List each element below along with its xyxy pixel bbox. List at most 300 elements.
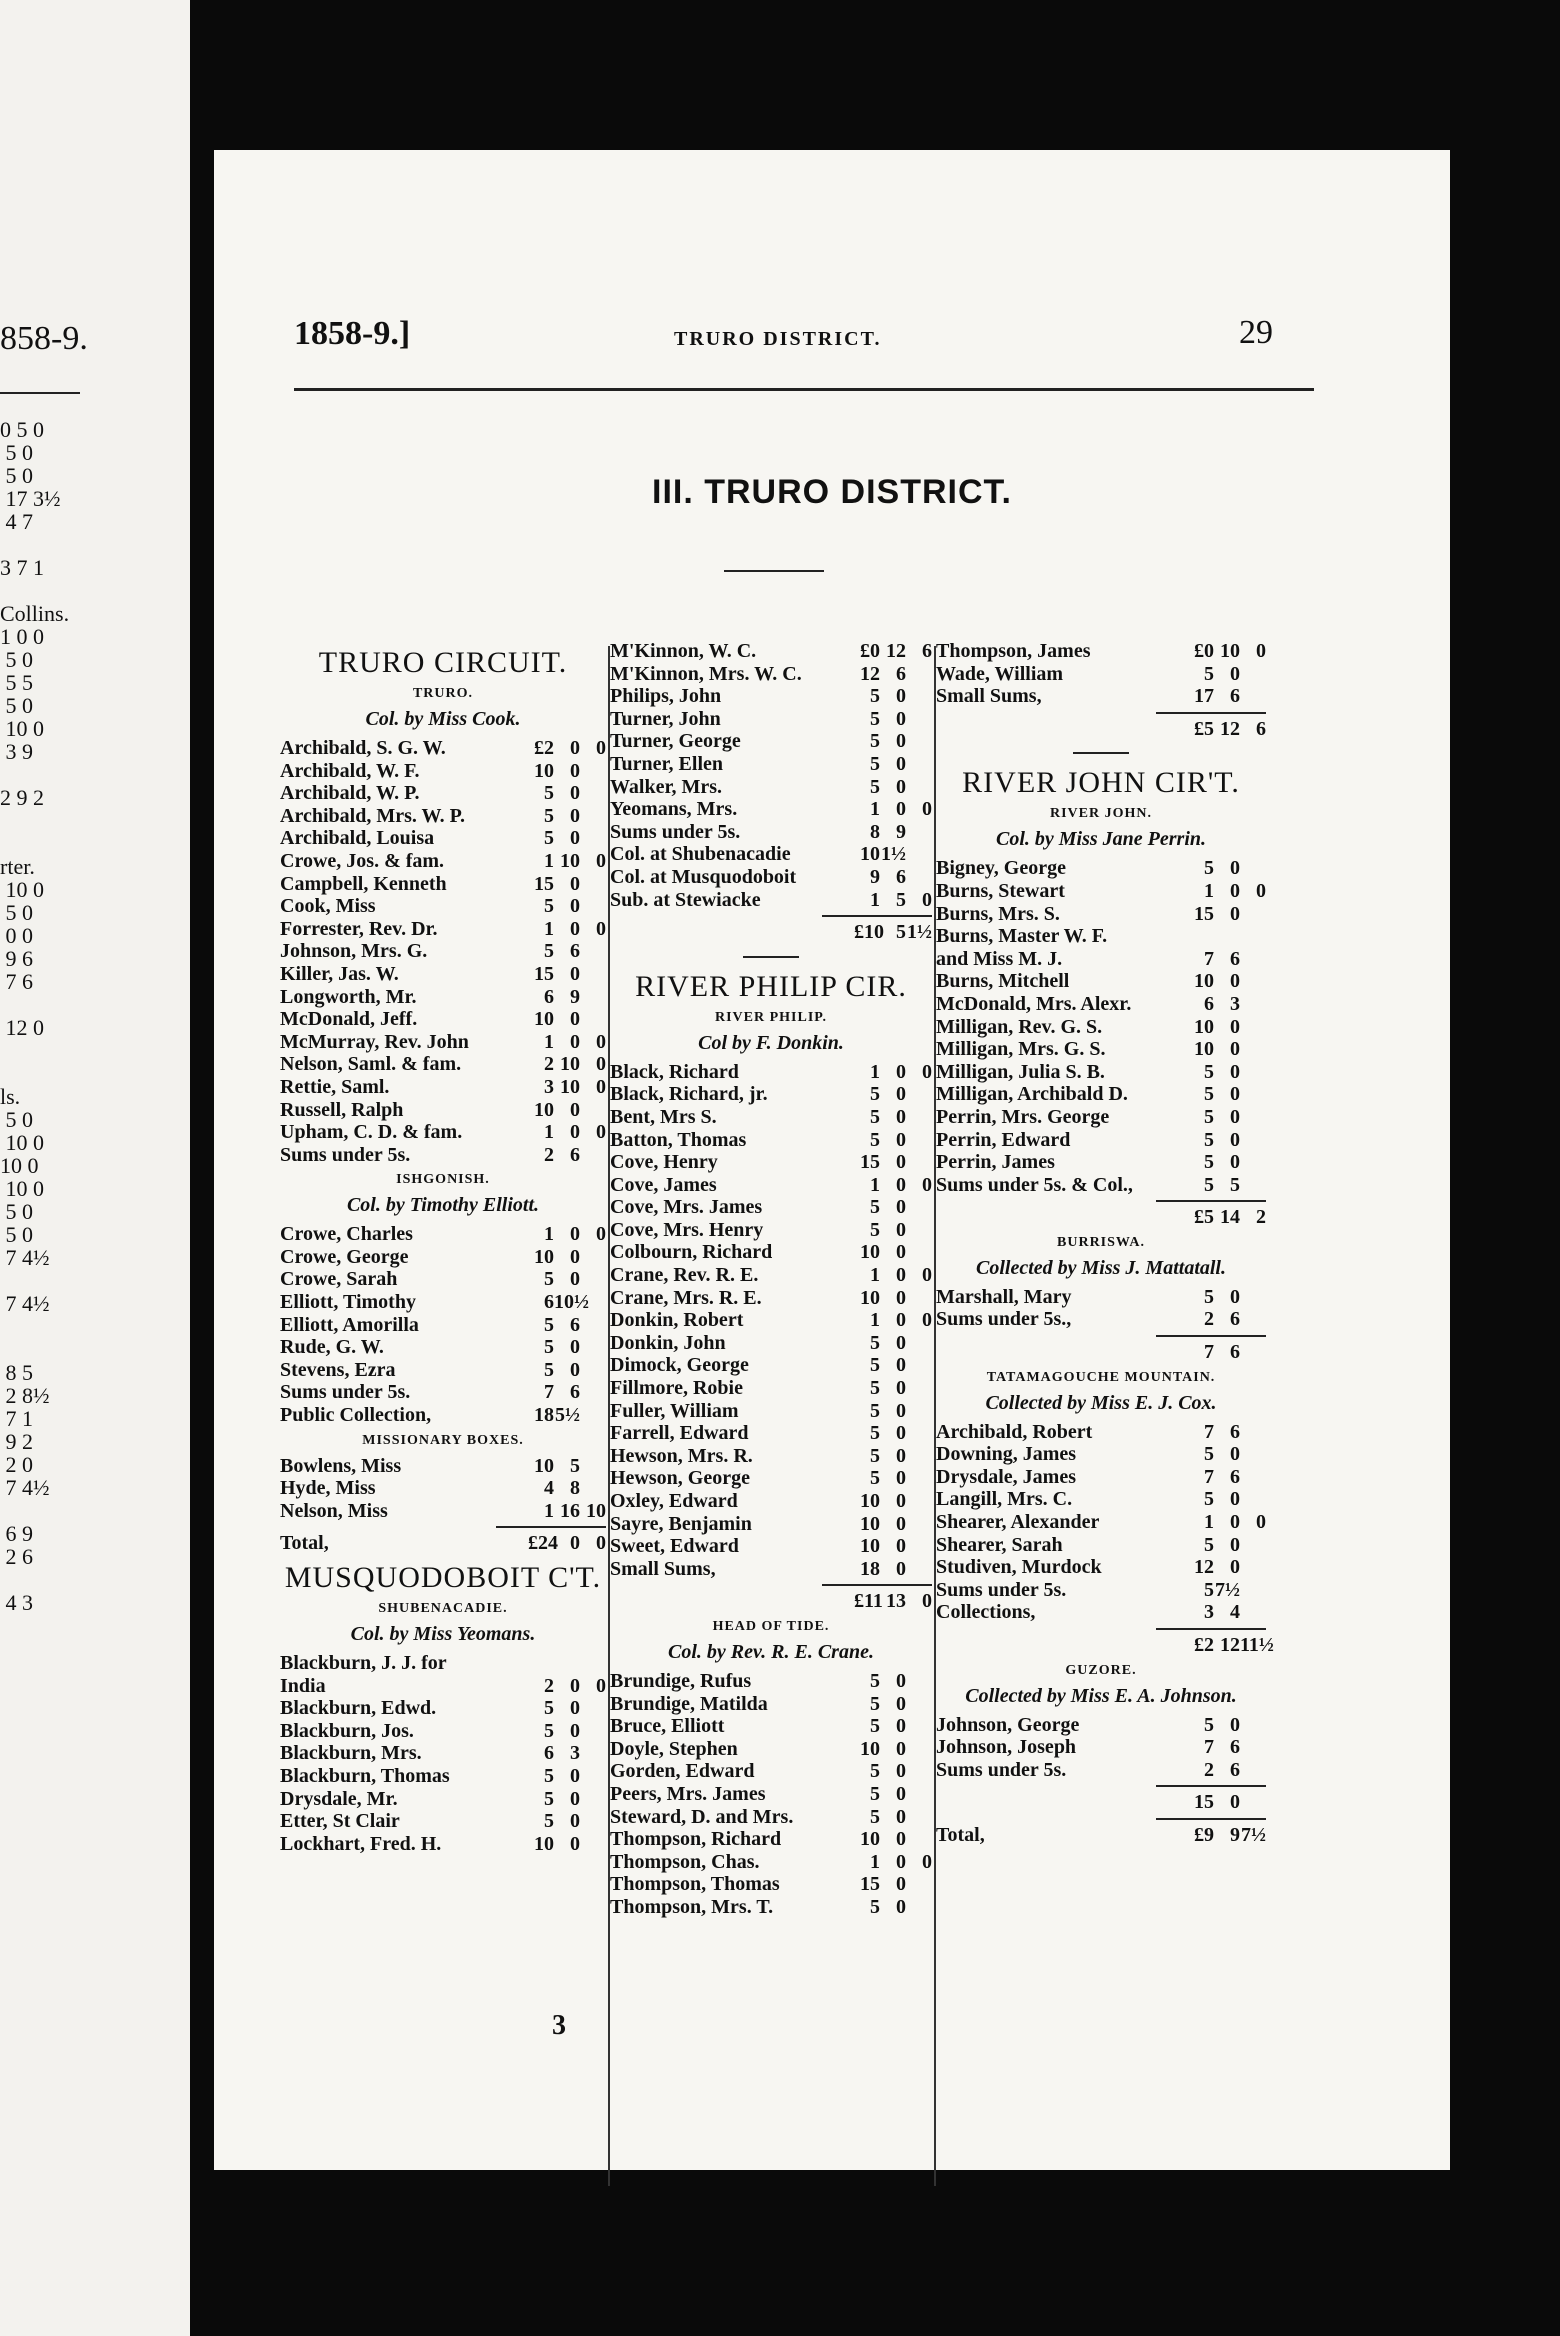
amount-shillings: 0 [896,1377,906,1400]
amount-pounds: 12 [860,662,880,685]
subscription-row [936,1791,1266,1814]
subscription-row [936,1556,1266,1579]
subscriber-name: Cook, Miss [280,895,376,918]
subscriber-name: Rettie, Saml. [280,1075,390,1098]
amount-pence: 0 [922,1060,932,1083]
amount-pence [580,827,606,850]
circuit-heading: RIVER JOHN CIR'T. [962,766,1240,800]
amount-pence [906,1760,932,1783]
amount-pence [1240,925,1266,948]
subscription-row [936,718,1266,741]
amount-pounds: 15 [534,962,554,985]
amount-shillings: 6 [1230,1308,1240,1331]
amount-pence [1240,1083,1266,1106]
subscription-row [610,1061,932,1084]
amount-pence [1240,1579,1266,1602]
subscriber-name: Cove, Mrs. James [610,1196,763,1219]
subscriber-name: Russell, Ralph [280,1098,404,1121]
amount-shillings: 0 [896,1128,906,1151]
subscriber-name: Etter, St Clair [280,1810,400,1833]
subscriber-name: Cove, Henry [610,1151,718,1174]
amount-pounds: 15 [534,872,554,895]
amount-pence [580,1810,606,1833]
amount-pence [580,1720,606,1743]
amount-pence [580,760,606,783]
amount-shillings: 0 [1230,879,1240,902]
subscriber-name: and Miss M. J. [936,947,1063,970]
amount-pounds: 15 [860,1151,880,1174]
station-heading: TATAMAGOUCHE MOUNTAIN. [986,1369,1216,1385]
subscription-row [610,1174,932,1197]
amount-pence [580,1833,606,1856]
amount-shillings: 0 [570,1810,580,1833]
subscriber-name: Sums under 5s. [936,1758,1067,1781]
amount-shillings: 0 [896,685,906,708]
amount-pounds: 10 [860,1286,880,1309]
amount-shillings: 0 [896,1737,906,1760]
subscriber-name: Sums under 5s. & Col., [936,1173,1133,1196]
amount-shillings: 6 [1230,685,1240,708]
amount-pence [906,1083,932,1106]
amount-pence [1240,1759,1266,1782]
amount-pounds: 5 [544,1358,554,1381]
amount-shillings: 0 [896,1895,906,1918]
amount-pounds: 5 [1204,1443,1214,1466]
amount-pence [906,730,932,753]
amount-pounds: 5 [870,707,880,730]
previous-page-line: 10 0 [0,716,44,741]
amount-shillings: 0 [1230,1285,1240,1308]
amount-pounds: 1 [544,1499,554,1522]
subscriber-name: Col. at Musquodoboit [610,865,797,888]
amount-pounds: 18 [860,1557,880,1580]
amount-pounds: 10 [860,1490,880,1512]
amount-pence [580,1144,606,1167]
amount-pence [580,1742,606,1765]
amount-pence [906,1467,932,1490]
previous-page-line: 2 9 2 [0,785,44,810]
subscriber-name: Elliott, Amorilla [280,1313,419,1336]
signature-mark: 3 [552,2010,566,2041]
subscriber-name: Dimock, George [610,1354,749,1377]
amount-pence [1240,685,1266,708]
amount-pounds: 6 [544,1291,554,1314]
previous-page-line: 5 5 [0,670,33,695]
amount-pounds: 5 [1204,857,1214,880]
amount-pence [906,1513,932,1536]
amount-shillings: 0 [570,1098,580,1121]
subscriber-name: Black, Richard [610,1060,739,1083]
amount-shillings: 0 [570,1008,580,1031]
subscriber-name: Milligan, Archibald D. [936,1083,1128,1106]
subscriber-name: Forrester, Rev. Dr. [280,917,438,940]
amount-pence: 1½ [907,921,932,944]
sum-rule [1156,1785,1266,1787]
previous-page-line: 2 6 [0,1544,33,1569]
amount-pence [906,1873,932,1896]
subscription-row [936,1206,1266,1229]
subscriber-name: Crowe, George [280,1245,409,1268]
station-heading: RIVER PHILIP. [714,1009,828,1025]
amount-pounds: 2 [544,1053,554,1076]
amount-pence: 0 [1256,1511,1266,1534]
amount-shillings: 0 [570,1336,580,1359]
amount-pence [580,1314,606,1337]
amount-pence [906,1151,932,1174]
subscription-row [936,640,1266,663]
previous-page-line: 10 0 [0,1176,44,1201]
amount-shillings: 0 [896,1535,906,1558]
sum-rule [1156,1818,1266,1820]
previous-page-line: 8 5 [0,1360,33,1385]
subscription-row [936,1824,1266,1847]
subscription-row [280,1076,606,1099]
amount-pence [906,1196,932,1219]
amount-shillings: 10 [560,1075,580,1098]
amount-shillings: 6 [570,1313,580,1336]
subscriber-name: Donkin, Robert [610,1309,744,1332]
sum-rule [1156,1335,1266,1337]
amount-pence [906,663,932,686]
amount-shillings: 5½ [555,1404,580,1427]
amount-pence [1240,1286,1266,1309]
amount-pence: 0 [596,1121,606,1144]
subscription-row [610,640,932,663]
previous-page-line: 4 7 [0,509,33,534]
station-heading: BURRISWA. [1057,1234,1145,1250]
station-heading: HEAD OF TIDE. [712,1618,830,1634]
subscriber-name: Brundige, Rufus [610,1669,752,1692]
amount-pounds: 5 [870,1760,880,1783]
subscriber-name: Crowe, Sarah [280,1268,398,1291]
amount-pounds: 5 [1204,1151,1214,1174]
amount-pence [1240,1308,1266,1331]
amount-pence: 0 [922,1173,932,1196]
subscription-row [610,1332,932,1355]
subscriber-name: Johnson, Joseph [936,1736,1077,1759]
amount-pence [1240,1443,1266,1466]
amount-pence [906,843,932,866]
previous-page-line: 12 0 [0,1015,44,1040]
amount-shillings: 16 [560,1499,580,1522]
amount-shillings: 0 [1230,1015,1240,1038]
subscription-row [610,1513,932,1536]
amount-shillings: 0 [896,1331,906,1354]
amount-pounds: 8 [870,820,880,843]
subscription-row [610,843,932,866]
amount-pence [1240,1736,1266,1759]
amount-pence [906,1558,932,1581]
subscription-row [610,1590,932,1613]
amount-pounds: 5 [870,775,880,798]
previous-page-line: 7 6 [0,969,33,994]
subscription-row [610,1400,932,1423]
subscriber-name [610,1590,854,1613]
previous-page-line: 1 0 0 [0,624,44,649]
subscriber-name: Sums under 5s. [936,1578,1067,1601]
amount-shillings: 6 [1230,947,1240,970]
district-rule [724,570,824,572]
subscription-row [280,1788,606,1811]
amount-shillings: 0 [896,775,906,798]
collector-line: Col. by Miss Jane Perrin. [995,828,1207,851]
subscription-row [936,1579,1266,1602]
amount-pence: 0 [922,1264,932,1287]
subscription-row [936,1488,1266,1511]
subscription-row [610,1783,932,1806]
amount-pounds: 1 [870,888,880,911]
amount-shillings: 0 [570,804,580,827]
amount-pence [580,940,606,963]
previous-page-line: 7 4½ [0,1475,50,1500]
previous-page-line: 7 4½ [0,1245,50,1270]
amount-pounds: £2 [1194,1634,1214,1656]
amount-shillings: 0 [896,730,906,753]
amount-shillings: 0 [896,1399,906,1422]
amount-pence [906,1129,932,1152]
subscription-row [280,1336,606,1359]
previous-page-line [0,1039,69,1062]
station-heading: SHUBENACADIE. [378,1601,508,1616]
subscriber-name: Downing, James [936,1443,1077,1466]
amount-pence [906,1806,932,1829]
subscriber-name: Crowe, Jos. & fam. [280,849,445,872]
previous-page-line: 9 2 [0,1429,33,1454]
subscriber-name: Nelson, Saml. & fam. [280,1053,462,1076]
amount-pounds: 1 [544,1223,554,1246]
amount-pounds: 6 [544,985,554,1008]
amount-pounds: 5 [544,1810,554,1833]
amount-pounds: 5 [1204,1578,1214,1601]
subscriber-name: Blackburn, J. J. for [280,1652,447,1674]
amount-pence [906,821,932,844]
amount-pounds: 10 [534,759,554,782]
subscription-row [936,1151,1266,1174]
amount-pounds: 12 [1194,1556,1214,1579]
subscription-row [936,1061,1266,1084]
subscription-row [280,1053,606,1076]
amount-pence [580,1336,606,1359]
subscription-row [936,948,1266,971]
subscriber-name: Upham, C. D. & fam. [280,1121,463,1144]
subscriber-name: Studiven, Murdock [936,1556,1102,1579]
subscription-row [936,857,1266,880]
subscription-row [280,1675,606,1698]
subscription-row [936,1286,1266,1309]
amount-pence [1240,1061,1266,1084]
subscriber-name: Perrin, Edward [936,1128,1071,1151]
amount-pounds: 10 [1194,970,1214,993]
amount-pounds: 1 [870,798,880,821]
previous-page-line: ls. [0,1084,21,1109]
amount-pounds: 3 [544,1075,554,1098]
previous-page-line: 5 0 [0,1107,33,1132]
previous-page-line: 10 0 [0,877,44,902]
amount-pounds: £9 [1194,1823,1214,1846]
subscriber-name: Hyde, Miss [280,1477,376,1500]
amount-shillings: 0 [570,1719,580,1742]
amount-pence: 0 [922,1590,932,1613]
subscriber-name: McDonald, Mrs. Alexr. [936,992,1132,1015]
amount-shillings: 6 [570,940,580,963]
subscriber-name: McMurray, Rev. John [280,1030,469,1053]
amount-shillings: 13 [886,1590,906,1613]
amount-pence [1240,993,1266,1016]
amount-pence [1240,1038,1266,1061]
collector-line: Collected by Miss J. Mattatall. [976,1256,1226,1279]
amount-pence: 0 [596,1223,606,1246]
amount-pence: 0 [596,1075,606,1098]
previous-page-line: 10 0 [0,1130,44,1155]
collector-line: Col by F. Donkin. [698,1031,844,1054]
subscription-row [936,1016,1266,1039]
amount-shillings: 0 [896,1309,906,1332]
previous-page-line: 0 5 0 [0,417,44,442]
previous-page-line [0,832,69,855]
amount-shillings: 0 [896,1512,906,1535]
subscription-row [280,805,606,828]
amount-pounds: 5 [870,1196,880,1219]
amount-pence: 0 [596,1532,606,1555]
subscription-row [280,940,606,963]
subscriber-name: Johnson, George [936,1713,1080,1736]
subscription-row [936,993,1266,1016]
amount-shillings: 5 [1230,1173,1240,1196]
amount-shillings: 3 [570,1742,580,1765]
amount-shillings: 0 [896,1715,906,1738]
amount-shillings: 0 [896,1760,906,1783]
amount-pence [580,873,606,896]
amount-pence [906,1693,932,1716]
amount-pounds: 1 [870,1264,880,1287]
amount-pounds: 15 [1194,902,1214,925]
subscription-row [610,730,932,753]
amount-shillings: 0 [570,1223,580,1246]
subscription-row [610,1083,932,1106]
amount-pounds: 5 [1204,1173,1214,1196]
subscriber-name: Crane, Mrs. R. E. [610,1286,762,1309]
amount-pence [580,1455,606,1478]
amount-shillings: 6 [570,1143,580,1166]
amount-pence [906,708,932,731]
subscription-row [280,1720,606,1743]
amount-pence [906,685,932,708]
subscriber-name: Archibald, Mrs. W. P. [280,804,466,827]
amount-pence: 6 [922,640,932,662]
collector-line: Collected by Miss E. J. Cox. [985,1391,1217,1414]
amount-shillings: 8 [570,1477,580,1500]
previous-page-line: 2 8½ [0,1383,50,1408]
amount-pence [1240,1466,1266,1489]
subscriber-name: Sweet, Edward [610,1535,739,1558]
subscriber-name [936,1634,1188,1657]
amount-pence [906,1332,932,1355]
station-heading: TRURO. [412,686,474,701]
amount-pounds: 5 [870,1105,880,1128]
amount-shillings: 6 [570,1381,580,1404]
amount-shillings: 9 [570,985,580,1008]
previous-page-line [0,1568,69,1591]
circuit-heading: TRURO CIRCUIT. [318,646,568,679]
amount-shillings: 0 [1230,1128,1240,1151]
subscription-row [610,1490,932,1513]
amount-pounds: 6 [544,1742,554,1765]
subscription-row [936,663,1266,686]
amount-pounds: 5 [870,1422,880,1445]
subscriber-name: Steward, D. and Mrs. [610,1805,794,1828]
amount-pence [906,1219,932,1242]
subscriber-name: Archibald, Louisa [280,827,435,850]
amount-shillings: 6 [1230,1465,1240,1488]
subscription-row [280,963,606,986]
amount-pounds: 5 [1204,1060,1214,1083]
amount-shillings: 0 [896,1105,906,1128]
amount-shillings: 9 [1230,1823,1240,1846]
previous-page-line [0,1269,69,1292]
subscription-row [610,1196,932,1219]
amount-shillings: 6 [896,662,906,685]
subscription-row [280,1223,606,1246]
subscriber-name: Farrell, Edward [610,1422,749,1445]
amount-shillings: 0 [570,827,580,850]
running-head-title: TRURO DISTRICT. [674,328,882,350]
subscription-row [610,1873,932,1896]
amount-shillings: 0 [1230,1511,1240,1534]
amount-pence [1240,857,1266,880]
amount-pence [906,1106,932,1129]
previous-page-line: 5 0 [0,647,33,672]
amount-shillings: 0 [570,917,580,940]
subscriber-name: Public Collection, [280,1404,432,1427]
amount-shillings: 5 [570,1454,580,1477]
amount-pounds: £0 [1194,640,1214,662]
subscriber-name [936,1341,1188,1364]
subscription-row [280,1833,606,1856]
subscription-row [280,1455,606,1478]
subscriber-name: Peers, Mrs. James [610,1782,766,1805]
station-heading: RIVER JOHN. [1049,806,1152,822]
amount-shillings: 0 [570,1121,580,1144]
amount-pounds: 5 [870,685,880,708]
subscriber-name: Sums under 5s. [280,1381,411,1404]
amount-pence [580,1291,606,1314]
previous-page-line [0,579,69,602]
amount-pence [906,1828,932,1851]
subscriber-name: Marshall, Mary [936,1285,1072,1308]
subscription-row [936,1443,1266,1466]
subscription-row [936,1534,1266,1557]
amount-shillings: 0 [896,1444,906,1467]
subscription-row [936,1129,1266,1152]
subscriber-name: Sub. at Stewiacke [610,888,761,911]
subscription-row [280,737,606,760]
previous-page-header: 858-9. [0,320,88,357]
amount-pounds: 3 [1204,1601,1214,1624]
amount-pence [1240,663,1266,686]
amount-pence [906,1535,932,1558]
amount-pounds: 5 [870,752,880,775]
amount-pounds: 5 [1204,1083,1214,1106]
previous-page-line [0,1062,69,1085]
amount-shillings: 0 [896,1805,906,1828]
amount-shillings: 0 [1230,1151,1240,1174]
amount-shillings: 0 [896,1557,906,1580]
amount-pence [580,805,606,828]
amount-pounds: 10 [534,1008,554,1031]
amount-pence [906,1422,932,1445]
amount-shillings: 1½ [881,843,906,866]
amount-pence: 0 [596,737,606,759]
